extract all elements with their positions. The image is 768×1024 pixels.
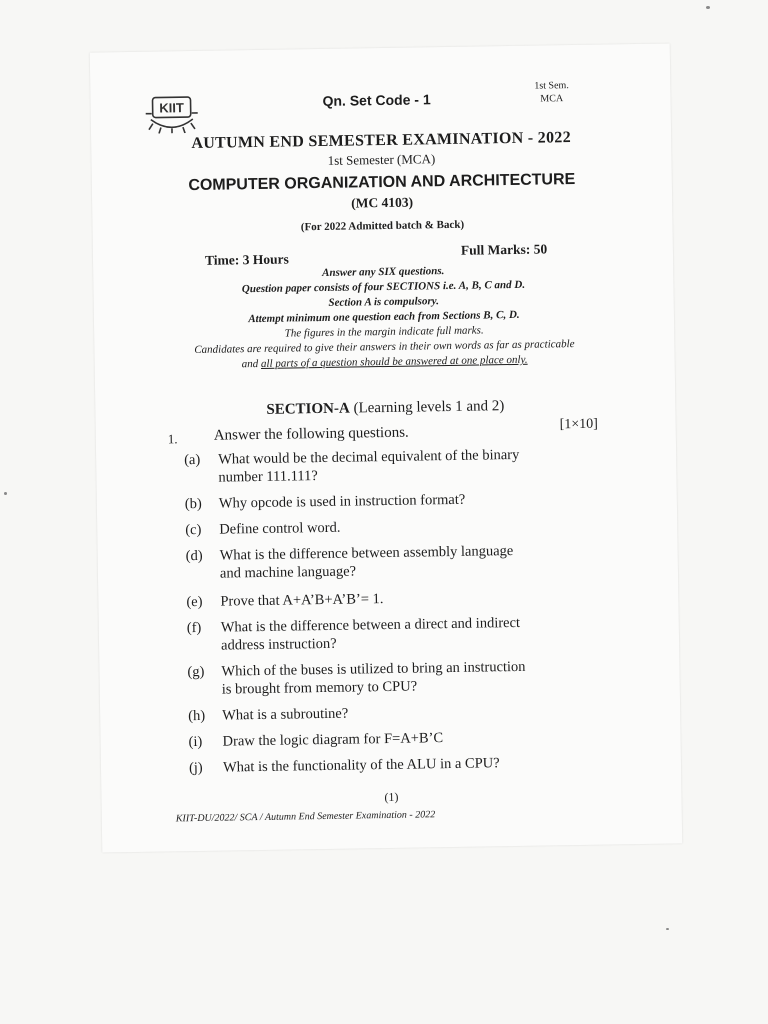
sub-question bbox=[187, 656, 618, 699]
semester-tag-line1: 1st Sem. bbox=[534, 80, 569, 92]
instruction-line: Candidates are required to give their answers in their own words as far as practicable bbox=[194, 338, 575, 356]
sub-question-text-cont: number 111.111? bbox=[218, 468, 318, 486]
instruction-underlined: all parts of a question should be answered at one place only. bbox=[260, 353, 528, 370]
instruction-line: The figures in the margin indicate full marks. bbox=[284, 324, 484, 340]
semester-tag bbox=[534, 79, 569, 106]
instruction-line: Answer any SIX questions. bbox=[322, 265, 445, 279]
sub-question-label: (b) bbox=[184, 495, 202, 513]
sub-question-text-cont: and machine language? bbox=[219, 563, 357, 582]
sub-question-label: (c) bbox=[185, 521, 202, 539]
section-title: SECTION-A bbox=[266, 400, 350, 418]
full-marks: Full Marks: 50 bbox=[460, 241, 548, 258]
sub-question-text: What would be the decimal equivalent of the binary bbox=[218, 446, 520, 468]
course-title: COMPUTER ORGANIZATION AND ARCHITECTURE bbox=[188, 170, 576, 195]
sub-question-label: (j) bbox=[188, 759, 203, 777]
sub-question-text: What is the difference between assembly language bbox=[219, 543, 514, 564]
question-marks: [1×10] bbox=[559, 416, 599, 433]
sub-question bbox=[186, 586, 616, 611]
sub-question-text: Prove that A+A’B+A’B’= 1. bbox=[220, 591, 384, 610]
sub-question-label: (a) bbox=[184, 451, 201, 469]
exam-title: AUTUMN END SEMESTER EXAMINATION - 2022 bbox=[191, 129, 572, 153]
exam-paper-sheet bbox=[90, 43, 682, 852]
sub-question-label: (d) bbox=[185, 547, 203, 565]
question-text: Answer the following questions. bbox=[213, 424, 409, 444]
section-subtitle: (Learning levels 1 and 2) bbox=[353, 398, 505, 417]
sub-question bbox=[185, 514, 615, 539]
sub-question-text: What is the functionality of the ALU in a CPU? bbox=[222, 755, 500, 776]
sub-question-text-cont: address instruction? bbox=[220, 635, 337, 654]
instruction-prefix: and bbox=[241, 357, 262, 371]
sub-question bbox=[188, 700, 618, 725]
kiit-logo bbox=[142, 89, 201, 134]
sub-question-text: Draw the logic diagram for F=A+B’C bbox=[222, 730, 444, 750]
sub-question bbox=[184, 444, 615, 487]
instruction-line: Question paper consists of four SECTIONS i.e. A, B, C and D. bbox=[241, 278, 526, 296]
question-number: 1. bbox=[167, 431, 178, 447]
question-set-code: Qn. Set Code - 1 bbox=[322, 91, 431, 109]
batch-note: (For 2022 Admitted batch & Back) bbox=[300, 218, 465, 234]
sub-question-label: (e) bbox=[186, 593, 203, 611]
sub-question bbox=[185, 488, 615, 513]
course-code: (MC 4103) bbox=[351, 194, 414, 211]
semester-tag-line2: MCA bbox=[540, 93, 564, 105]
sub-question-text: Why opcode is used in instruction format? bbox=[218, 491, 466, 512]
sub-question-text: Define control word. bbox=[219, 519, 341, 538]
sub-question-label: (i) bbox=[188, 733, 203, 751]
sub-question-text-cont: is brought from memory to CPU? bbox=[221, 678, 418, 698]
sub-question-text: Which of the buses is utilized to bring an instruction bbox=[221, 658, 526, 680]
sub-question-text: What is a subroutine? bbox=[222, 705, 349, 724]
sub-question-text: What is the difference between a direct and indirect bbox=[220, 614, 521, 636]
logo-text: KIIT bbox=[159, 100, 185, 116]
sub-question bbox=[186, 540, 617, 583]
sub-question-label: (g) bbox=[187, 663, 205, 681]
page-number: (1) bbox=[384, 789, 399, 805]
scan-speck bbox=[666, 928, 669, 930]
instruction-line: Section A is compulsory. bbox=[328, 295, 439, 309]
sub-question bbox=[189, 752, 619, 777]
sub-question bbox=[187, 612, 618, 655]
sub-question bbox=[188, 726, 618, 751]
footer-text: KIIT-DU/2022/ SCA / Autumn End Semester Examination - 2022 bbox=[175, 809, 436, 825]
sub-question-label: (h) bbox=[188, 707, 206, 725]
instruction-line: Attempt minimum one question each from Sections B, C, D. bbox=[248, 308, 520, 326]
scan-speck bbox=[706, 6, 710, 9]
sub-question-label: (f) bbox=[186, 619, 202, 637]
scan-speck bbox=[4, 492, 7, 495]
semester-line: 1st Semester (MCA) bbox=[327, 151, 436, 168]
exam-time: Time: 3 Hours bbox=[204, 251, 289, 268]
